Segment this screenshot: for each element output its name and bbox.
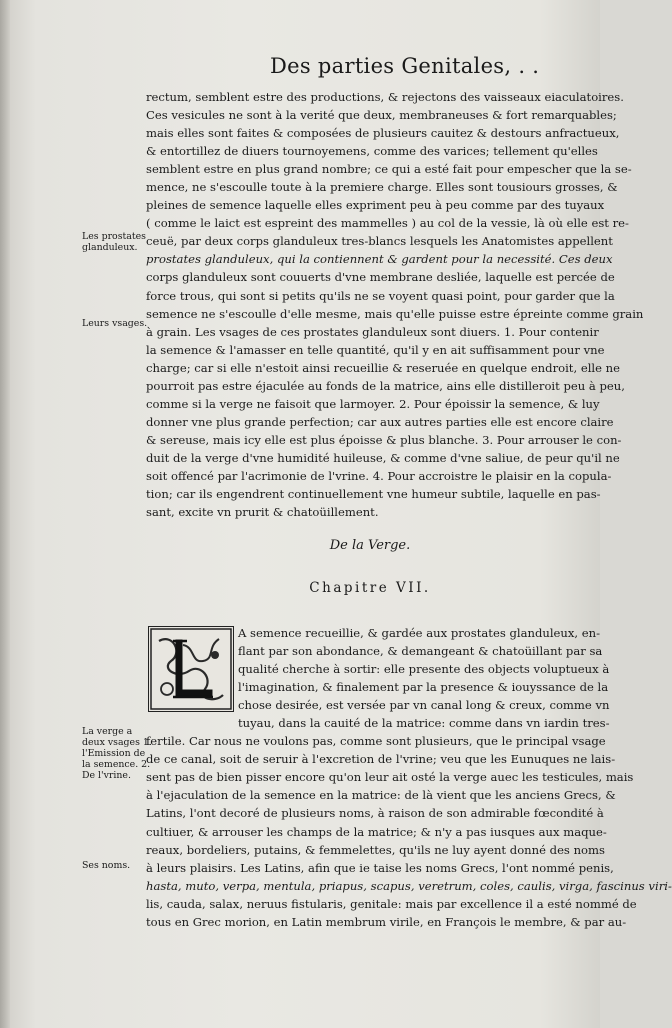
text-line: pourroit pas estre éjaculée au fonds de la matrice, ains elle distilleroit peu à peu, — [146, 378, 625, 393]
margin-note-line: De l'vrine. — [82, 770, 131, 781]
text-line: ( comme le laict est espreint des mammelles ) au col de la vessie, là où elle est re- — [146, 216, 629, 231]
margin-note-verge — [82, 726, 152, 781]
margin-note-line: Leurs vsages. — [82, 318, 148, 329]
text-line: soit offencé par l'acrimonie de l'vrine. 4. Pour accroistre le plaisir en la copula- — [146, 468, 612, 483]
chapter-title: Chapitre VII. — [309, 580, 431, 596]
text-line: corps glanduleux sont couuerts d'vne membrane desliée, laquelle est percée de — [146, 270, 615, 285]
text-line: duit de la verge d'vne humidité huileuse, & comme d'vne saliue, de peur qu'il ne — [146, 450, 620, 465]
text-line: lis, cauda, salax, neruus fistularis, genitale: mais par excellence il a esté nommé de — [146, 896, 637, 911]
margin-note-noms — [82, 860, 144, 871]
text-line: & entortillez de diuers tournoyemens, comme des varices; tellement qu'elles — [146, 144, 598, 159]
text-line: tous en Grec morion, en Latin membrum virile, en François le membre, & par au- — [146, 914, 627, 929]
text-line: force trous, qui sont si petits qu'ils ne se voyent quasi point, pour garder que la — [146, 288, 615, 303]
running-header: Des parties Genitales, . . — [270, 54, 540, 78]
text-line: fertile. Car nous ne voulons pas, comme sont plusieurs, que le principal vsage — [146, 734, 606, 749]
text-line: semblent estre en plus grand nombre; ce qui a esté fait pour empescher que la se- — [146, 162, 632, 177]
text-line: l'imagination, & finalement par la presence & iouyssance de la — [238, 680, 609, 695]
section-title: De la Verge. — [329, 538, 411, 553]
text-line: flant par son abondance, & demangeant & chatoüillant par sa — [238, 644, 603, 659]
margin-note-line: Ses noms. — [82, 860, 131, 871]
text-line: comme si la verge ne faisoit que larmoyer. 2. Pour époissir la semence, & luy — [146, 396, 600, 411]
text-line: cultiuer, & arrouser les champs de la matrice; & n'y a pas iusques aux maque- — [146, 824, 607, 839]
margin-note-line: La verge a — [82, 726, 133, 737]
text-line: qualité cherche à sortir: elle presente des objects voluptueux à — [238, 662, 610, 677]
text-line: ceuë, par deux corps glanduleux tres-blancs lesquels les Anatomistes appellent — [146, 234, 613, 249]
text-line: chose desirée, est versée par vn canal long & creux, comme vn — [238, 698, 610, 713]
text-block-prostates — [146, 88, 644, 521]
text-line: & sereuse, mais icy elle est plus époisse & plus blanche. 3. Pour arrouser le con- — [146, 432, 622, 447]
text-line: à l'ejaculation de la semence en la matrice: de là vient que les anciens Grecs, & — [146, 788, 616, 803]
text-line: sent pas de bien pisser encore qu'on leur ait osté la verge auec les testicules, mais — [146, 770, 634, 785]
text-line: pleines de semence laquelle elles expriment peu à peu comme par des tuyaux — [146, 198, 605, 213]
margin-note-line: deux vsages 1. — [82, 737, 152, 748]
text-line: prostates glanduleux, qui la contiennent & gardent pour la necessité. Ces deux — [146, 252, 613, 267]
text-line: tuyau, dans la cauité de la matrice: comme dans vn iardin tres- — [238, 716, 610, 731]
book-spine — [0, 0, 10, 1028]
text-line: mais elles sont faites & composées de plusieurs cauitez & destours anfractueux, — [146, 126, 620, 141]
text-line: Latins, l'ont decoré de plusieurs noms, à raison de son admirable fœcondité à — [146, 806, 604, 821]
text-line: de ce canal, soit de seruir à l'excretion de l'vrine; veu que les Eunuques ne lais- — [146, 752, 616, 767]
text-line: hasta, muto, verpa, mentula, priapus, scapus, veretrum, coles, caulis, virga, fascinus viri- — [146, 878, 672, 893]
text-line: à grain. Les vsages de ces prostates glanduleux sont diuers. 1. Pour contenir — [146, 324, 599, 339]
text-line: rectum, semblent estre des productions, & rejectons des vaisseaux eiaculatoires. — [146, 90, 624, 104]
text-line: à leurs plaisirs. Les Latins, afin que ie taise les noms Grecs, l'ont nommé penis, — [146, 860, 614, 875]
text-block-verge — [146, 624, 672, 931]
text-line: donner vne plus grande perfection; car aux autres parties elle est encore claire — [146, 414, 614, 429]
text-line: sant, excite vn prurit & chatoüillement. — [146, 505, 379, 520]
text-line: A semence recueillie, & gardée aux prostates glanduleux, en- — [238, 626, 601, 640]
text-line: Ces vesicules ne sont à la verité que deux, membraneuses & fort remarquables; — [146, 108, 617, 123]
margin-note-line: glanduleux. — [82, 242, 138, 253]
text-line: semence ne s'escoulle d'elle mesme, mais qu'elle puisse estre épreinte comme grain — [146, 306, 644, 321]
text-line: charge; car si elle n'estoit ainsi recueillie & reseruée en quelque endroit, elle ne — [146, 360, 620, 375]
margin-note-prostates — [82, 231, 144, 253]
text-line: reaux, bordeliers, putains, & femmelettes, qu'ils ne luy ayent donné des noms — [146, 842, 605, 857]
margin-note-line: l'Emission de — [82, 748, 146, 759]
margin-note-line: Les prostates — [82, 231, 146, 242]
margin-note-vsages — [82, 318, 148, 329]
margin-note-line: la semence. 2. — [82, 759, 151, 770]
text-line: tion; car ils engendrent continuellement vne humeur subtile, laquelle en pas- — [146, 487, 601, 502]
text-line: la semence & l'amasser en telle quantité, qu'il y en ait suffisamment pour vne — [146, 342, 605, 357]
text-line: mence, ne s'escoulle toute à la premiere charge. Elles sont tousiours grosses, & — [146, 180, 618, 195]
